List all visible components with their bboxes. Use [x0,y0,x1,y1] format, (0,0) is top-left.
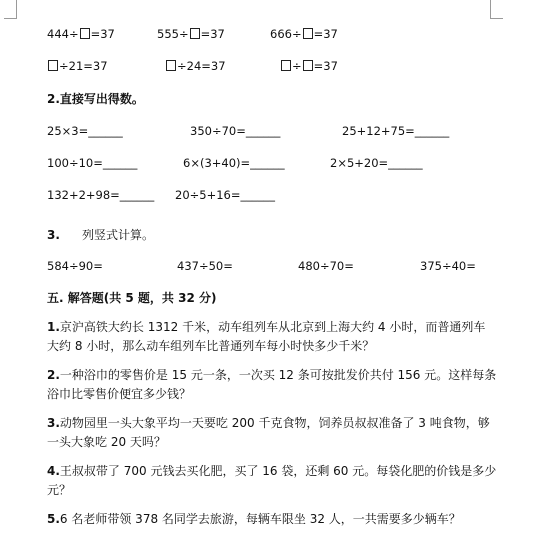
exercise-item: 350÷70=______ [190,124,281,138]
equation-4: ÷21=37 [47,59,108,73]
exercise-item: 25×3=______ [47,124,123,138]
division-item: 584÷90= [47,259,103,273]
exercise-item: 6×(3+40)=______ [183,156,285,170]
section-3-number: 3. [47,228,60,242]
equation-2: 555÷ =37 [157,27,225,41]
equation-6: ÷ =37 [280,59,338,73]
division-item: 480÷70= [298,259,354,273]
equation-3: 666÷ =37 [270,27,338,41]
crop-mark-top-right [490,0,503,19]
blank-box[interactable] [303,60,313,71]
section-5-title: 五. 解答题(共 5 题，共 32 分) [47,291,217,305]
section-2-title: 2.直接写出得数。 [47,92,144,106]
exercise-item: 25+12+75=______ [342,124,450,138]
division-item: 375÷40= [420,259,476,273]
word-problem-2: 2.一种浴巾的零售价是 15 元一条，一次买 12 条可按批发价共付 156 元。这样每条浴巾比零售价便宜多少钱？ [47,368,497,401]
exercise-item: 2×5+20=______ [330,156,423,170]
section-3-title: 列竖式计算。 [82,228,155,242]
word-problem-3: 3.动物园里一头大象平均一天要吃 200 千克食物，饲养员叔叔准备了 3 吨食物，够一头大象吃 20 天吗？ [47,416,490,449]
blank-box[interactable] [303,28,313,39]
word-problem-5: 5.6 名老师带领 378 名同学去旅游，每辆车限坐 32 人，一共需要多少辆车？ [47,512,461,526]
exercise-item: 100÷10=______ [47,156,138,170]
equation-5: ÷24=37 [165,59,226,73]
blank-box[interactable] [281,60,291,71]
equation-1: 444÷ =37 [47,27,115,41]
exercise-item: 20÷5+16=______ [175,188,275,202]
exercise-item: 132+2+98=______ [47,188,155,202]
blank-box[interactable] [190,28,200,39]
division-item: 437÷50= [177,259,233,273]
word-problem-1: 1.京沪高铁大约长 1312 千米，动车组列车从北京到上海大约 4 小时，而普通列车大约 8 小时，那么动车组列车比普通列车每小时快多少千米？ [47,320,486,353]
blank-box[interactable] [48,60,58,71]
crop-mark-top-left [4,0,17,19]
blank-box[interactable] [80,28,90,39]
word-problem-4: 4.王叔叔带了 700 元钱去买化肥，买了 16 袋，还剩 60 元。每袋化肥的价钱是多少元？ [47,464,497,497]
blank-box[interactable] [166,60,176,71]
